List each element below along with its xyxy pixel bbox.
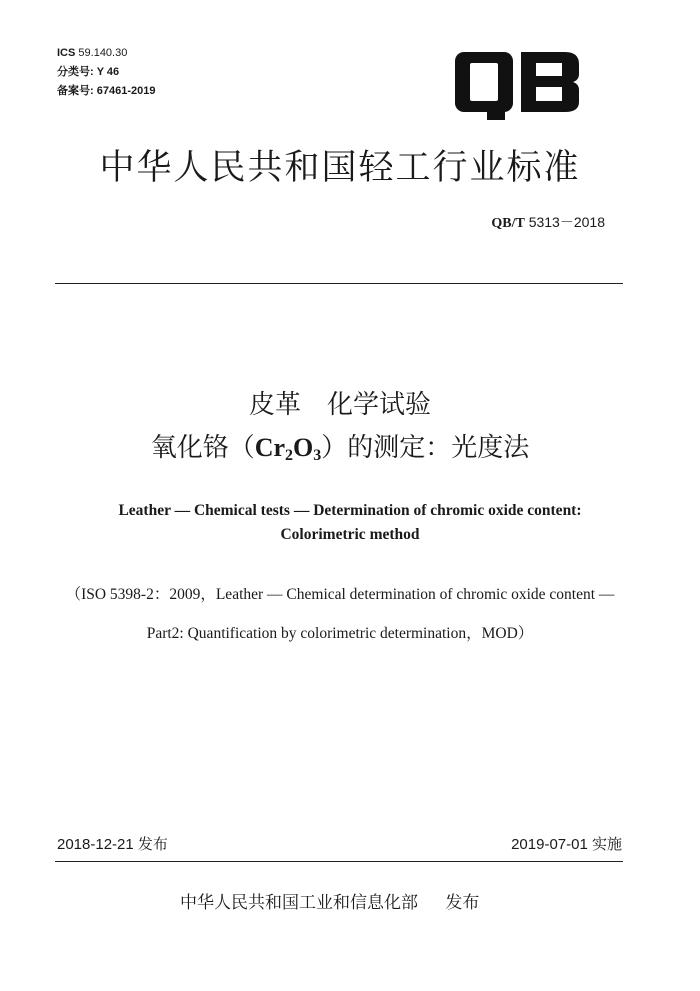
publisher [180, 888, 479, 913]
ics-label: ICS [57, 47, 76, 59]
standard-number-prefix: QB/T [491, 216, 525, 231]
title-cn-line2 [0, 427, 680, 465]
standard-number [491, 212, 605, 232]
title-en-line1: Leather — Chemical tests — Determination of chromic oxide content: [118, 502, 582, 519]
chem-cr: Cr [254, 433, 286, 462]
issue-date: 2018-12-21 发布 [57, 836, 168, 853]
record-number-value: 67461-2019 [96, 85, 156, 97]
chem-o: O [293, 433, 314, 462]
adoption-note-line2: Part2: Quantification by colorimetric determination，MOD） [146, 625, 534, 642]
title-en-line2: Colorimetric method [280, 526, 420, 543]
class-number-value: Y 46 [96, 66, 120, 78]
qb-logo [453, 52, 581, 124]
chem-formula [255, 433, 322, 462]
title-cn-line1: 皮革 化学试验 [248, 390, 431, 420]
bottom-divider [55, 861, 623, 862]
class-number-label: 分类号: [57, 66, 94, 78]
chem-sub-2: 2 [285, 447, 294, 464]
adoption-note-line1: （ISO 5398-2：2009，Leather — Chemical determination of chromic oxide content — [65, 586, 615, 603]
ics-value: 59.140.30 [78, 47, 128, 59]
qb-logo-mark [453, 52, 581, 124]
title-cn-line2-post: ）的测定：光度法 [321, 433, 530, 463]
classification-block [57, 44, 155, 101]
publisher-org: 中华人民共和国工业和信息化部 [180, 893, 418, 913]
ics-line [57, 44, 155, 63]
title-cn-line2-pre: 氧化铬（ [150, 433, 255, 463]
standard-number-value: 5313－2018 [528, 214, 605, 230]
implementation-date: 2019-07-01 实施 [511, 836, 622, 853]
record-number-label: 备案号: [57, 85, 94, 97]
publisher-action: 发布 [445, 893, 480, 913]
standard-category-title: 中华人民共和国轻工行业标准 [99, 148, 581, 188]
record-number-line [57, 82, 155, 101]
class-number-line [57, 63, 155, 82]
chem-sub-3: 3 [313, 447, 322, 464]
top-divider [55, 283, 623, 284]
